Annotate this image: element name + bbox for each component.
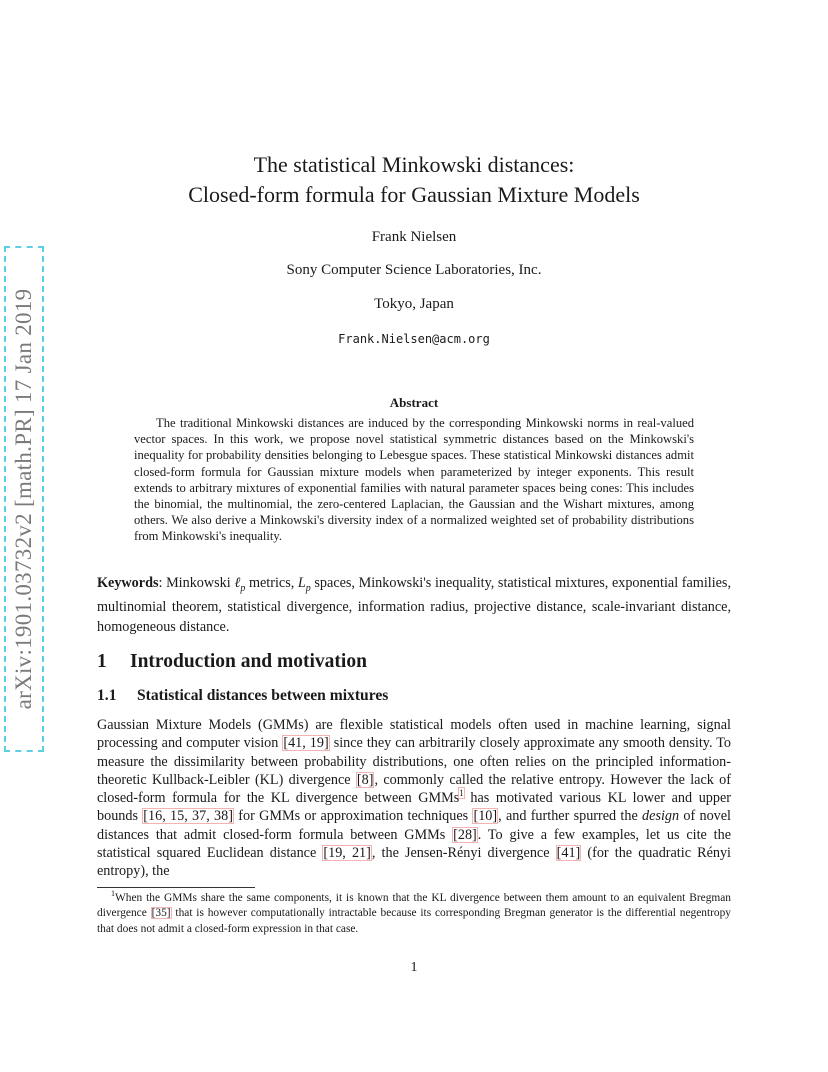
body-text-10: (for the quadratic Rényi entropy), the <box>97 845 731 880</box>
lp-subscript: p <box>240 582 246 594</box>
Lp-symbol: L <box>297 575 306 591</box>
abstract-text: The traditional Minkowski distances are induced by the corresponding Minkowski norms in real-valued vector spaces. In this work, we propose novel statistical symmetric distances based on the Minkowski's inequality for probability densities belonging to Lebesgue spaces. These statistical Minkowski distances admit closed-form formula for Gaussian mixture models when parameterized by integer exponents. This result extends to arbitrary mixtures of exponential families with natural parameter spaces being cones: This includes the binomial, the multinomial, the zero-centered Laplacian, the Gaussian and the Wishart mixtures, among others. We also derive a Minkowski's diversity index of a normalized weighted set of probability distributions from Minkowski's inequality. <box>134 416 694 544</box>
body-text-6: , and further spurred the <box>498 808 643 825</box>
author-name: Frank Nielsen <box>371 229 457 245</box>
keywords-part-3: spaces, Minkowski's inequality, statistical mixtures, exponential families, multinomial theorem, statistical divergence, information radius, projective distance, scale-invariant distance, homogeneous distance. <box>97 575 732 635</box>
footnote-number: 1 <box>111 889 115 899</box>
lp-symbol: ℓ <box>234 575 241 591</box>
keywords-label: Keywords <box>97 575 159 591</box>
body-text-5: for GMMs or approximation techniques <box>233 808 473 825</box>
section-title: Introduction and motivation <box>130 651 367 672</box>
body-text-9: , the Jensen-Rényi divergence <box>371 845 556 862</box>
body-text-8: . To give a few examples, let us cite the statistical squared Euclidean distance <box>97 826 732 862</box>
citation-link[interactable]: [41] <box>556 845 581 862</box>
Lp-subscript: p <box>305 582 311 594</box>
footnote-text-2: that is however computationally intractable because its corresponding Bregman generator is the differential negentropy that does not admit a closed-form expression in that case. <box>97 907 731 935</box>
emphasis-design: design <box>642 808 680 825</box>
author-email[interactable]: Frank.Nielsen@acm.org <box>338 332 490 346</box>
body-text-3: , commonly called the relative entropy. However the lack of closed-form formula for the KL divergence between GMMs <box>97 771 732 807</box>
keywords-sep: : <box>158 575 167 591</box>
keywords-paragraph <box>97 574 731 637</box>
citation-link[interactable]: [41, 19] <box>283 735 329 752</box>
body-text-1: Gaussian Mixture Models (GMMs) are flexible statistical models often used in machine learning, signal processing and computer vision <box>97 717 731 752</box>
footnote-rule <box>97 887 255 888</box>
title-line-2: Closed-form formula for Gaussian Mixture Models <box>188 182 640 207</box>
arxiv-stamp <box>4 246 44 752</box>
abstract-heading: Abstract <box>389 395 439 410</box>
section-number: 1 <box>97 651 107 672</box>
citation-link[interactable]: [28] <box>453 826 477 843</box>
citation-link[interactable]: [16, 15, 37, 38] <box>143 808 233 825</box>
citation-link[interactable]: [19, 21] <box>323 845 371 862</box>
citation-link[interactable]: [8] <box>356 771 374 788</box>
subsection-heading <box>97 687 388 705</box>
citation-link[interactable]: [35] <box>151 907 171 920</box>
footnote-marker-link[interactable]: 1 <box>459 788 464 799</box>
location: Tokyo, Japan <box>374 296 454 312</box>
footnote <box>97 891 731 937</box>
page-number: 1 <box>410 960 418 975</box>
citation-link[interactable]: [10] <box>473 808 498 825</box>
body-text-7: of novel distances that admit closed-form formula between GMMs <box>97 808 732 843</box>
subsection-title: Statistical distances between mixtures <box>137 687 389 704</box>
arxiv-stamp-text: arXiv:1901.03732v2 [math.PR] 17 Jan 2019 <box>11 288 36 710</box>
affiliation: Sony Computer Science Laboratories, Inc. <box>286 262 542 278</box>
paper-title <box>0 150 828 210</box>
keywords-part-1: Minkowski <box>166 575 235 591</box>
subsection-number: 1.1 <box>97 687 117 704</box>
footnote-text-1: When the GMMs share the same components, it is known that the KL divergence between them amount to an equivalent Bregman divergence <box>97 892 731 920</box>
section-heading <box>97 651 367 673</box>
title-line-1: The statistical Minkowski distances: <box>253 152 575 177</box>
body-text-2: since they can arbitrarily closely approximate any smooth density. To measure the dissimilarity between probability distributions, one often relies on the principled information-theoretic Kullback-Leibler (KL) divergence <box>97 735 731 788</box>
body-text-4: has motivated various KL lower and upper bounds <box>97 790 731 825</box>
body-paragraph <box>97 716 731 881</box>
keywords-part-2: metrics, <box>245 575 298 591</box>
